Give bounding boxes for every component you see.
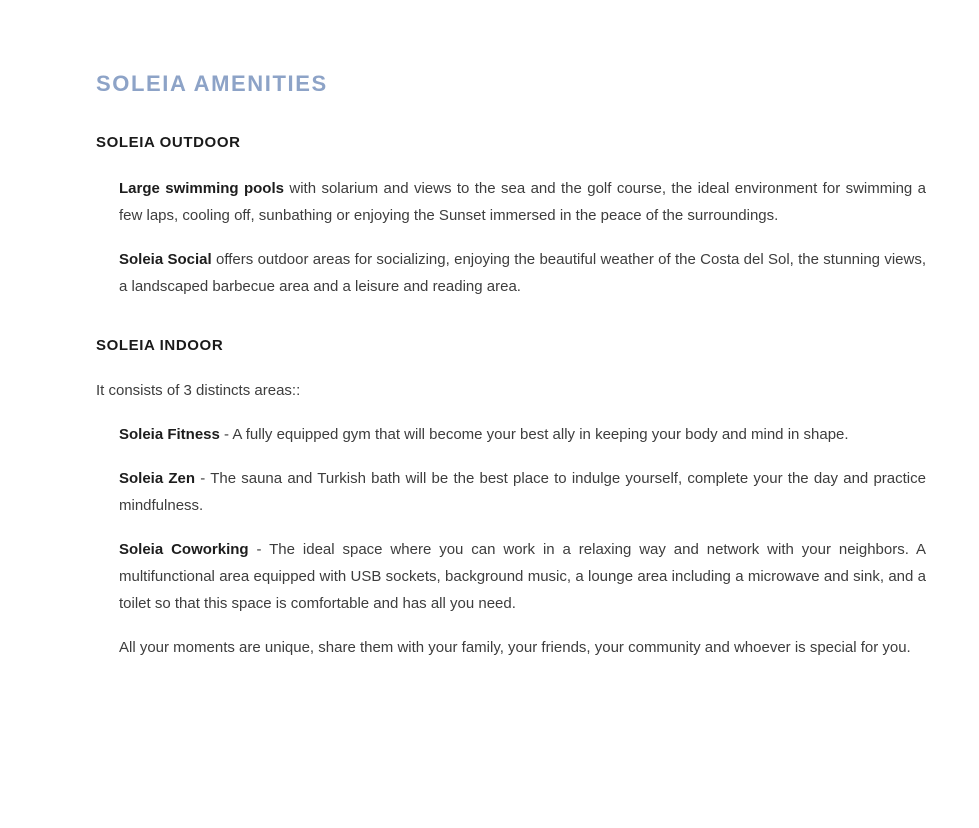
paragraph-text: - The ideal space where you can work in a relaxing way and network with your neighbors. A multifunctional area equipped with USB sockets, background music, a lounge area including a microwave and sink, and a toilet so that this space is comfortable and has all you need. [119,541,926,613]
paragraph-soleia-coworking [119,536,926,617]
section-heading-outdoor: SOLEIA OUTDOOR [96,134,241,152]
section-indoor [96,336,926,662]
paragraph-lead: Large swimming pools [119,179,284,197]
paragraph-soleia-social [119,246,926,300]
page-title: SOLEIA AMENITIES [96,71,328,96]
paragraph-lead: Soleia Zen [119,470,196,488]
paragraph-lead: Soleia Fitness [119,426,220,444]
paragraph-swimming-pools [119,175,926,229]
paragraph-soleia-fitness [119,421,926,448]
paragraph-text: - The sauna and Turkish bath will be the best place to indulge yourself, complete your the day and practice mindfulness. [119,470,926,515]
indoor-intro-line: It consists of 3 distincts areas:: [96,382,301,400]
paragraph-lead: Soleia Social [119,250,212,268]
paragraph-text: - A fully equipped gym that will become your best ally in keeping your body and mind in shape. [219,426,849,444]
paragraph-closing-moments [119,634,926,661]
paragraph-soleia-zen [119,465,926,519]
paragraph-text: offers outdoor areas for socializing, enjoying the beautiful weather of the Costa del Sol, the stunning views, a landscaped barbecue area and a leisure and reading area. [119,250,927,295]
paragraph-text: All your moments are unique, share them with your family, your friends, your community and whoever is special for you. [119,639,911,657]
paragraph-text: with solarium and views to the sea and the golf course, the ideal environment for swimming a few laps, cooling off, sunbathing or enjoying the Sunset immersed in the peace of the surroundings. [119,179,926,224]
section-heading-indoor: SOLEIA INDOOR [96,336,224,354]
paragraph-lead: Soleia Coworking [119,541,249,559]
section-outdoor [96,133,926,300]
